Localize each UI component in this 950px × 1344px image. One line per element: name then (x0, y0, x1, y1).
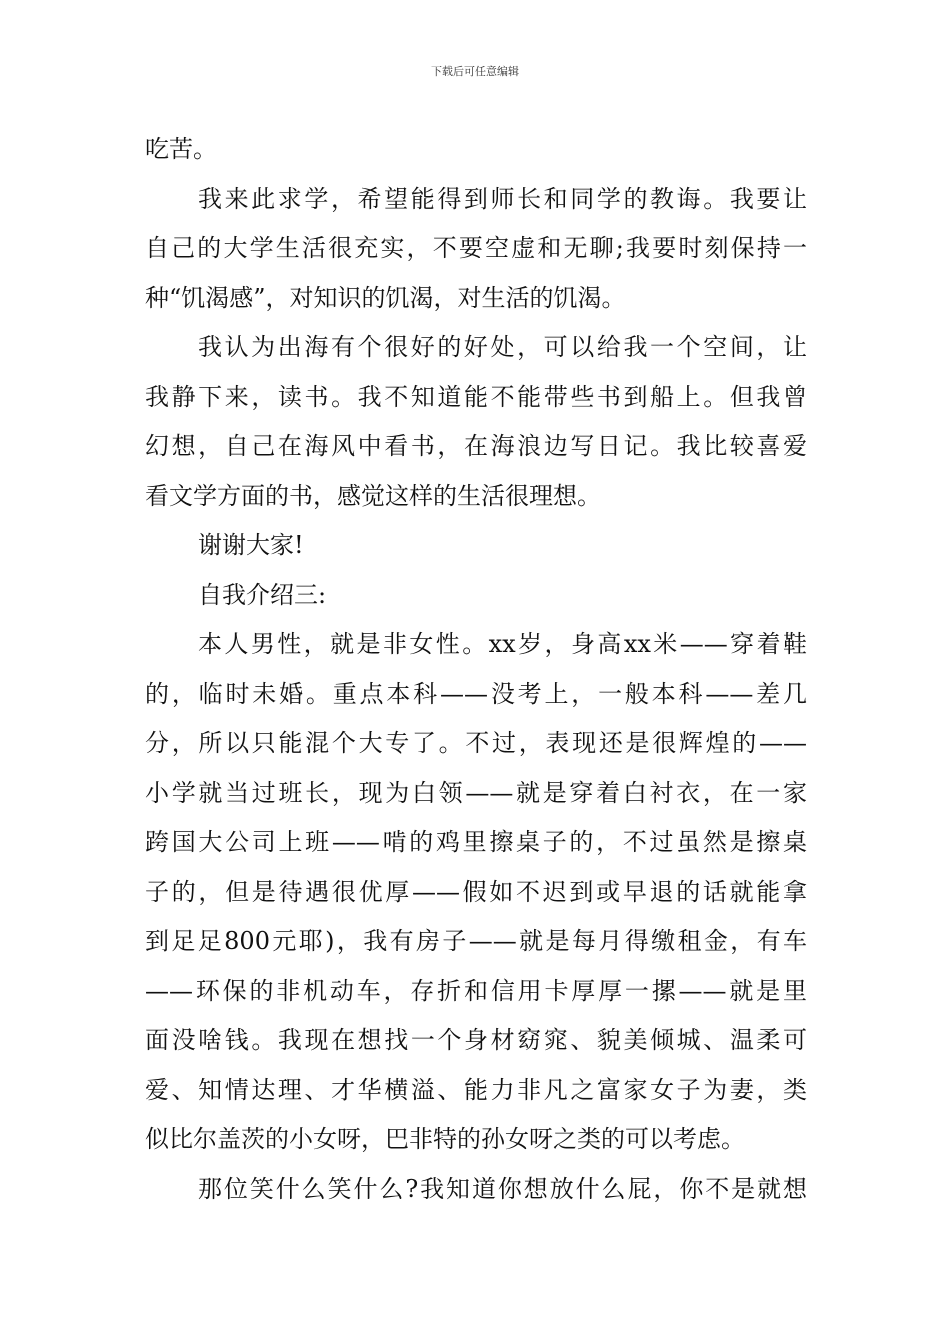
page-header: 下载后可任意编辑 (431, 65, 519, 78)
text-line: 分，所以只能混个大专了。不过，表现还是很辉煌的—— (145, 729, 807, 757)
text-line: ——环保的非机动车，存折和信用卡厚厚一摞——就是里 (145, 976, 807, 1005)
text-line: 爱、知情达理、才华横溢、能力非凡之富家女子为妻，类 (145, 1075, 807, 1104)
text-line: 的，临时未婚。重点本科——没考上，一般本科——差几 (145, 679, 807, 708)
text-line: 我静下来，读书。我不知道能不能带些书到船上。但我曾 (145, 382, 807, 411)
text-line: 谢谢大家! (198, 531, 304, 559)
text-line: 幻想，自己在海风中看书，在海浪边写日记。我比较喜爱 (145, 432, 807, 460)
document-body (145, 125, 807, 1214)
text-line: 面没啥钱。我现在想找一个身材窈窕、貌美倾城、温柔可 (145, 1026, 807, 1054)
text-line: 吃苦。 (145, 135, 217, 163)
text-line: 看文学方面的书，感觉这样的生活很理想。 (145, 481, 601, 510)
text-line: 种“饥渴感”，对知识的饥渴，对生活的饥渴。 (145, 283, 626, 312)
text-line: 那位笑什么笑什么?我知道你想放什么屁，你不是就想 (198, 1174, 807, 1203)
text-line: 小学就当过班长，现为白领——就是穿着白衬衣，在一家 (145, 778, 807, 807)
text-line: 我来此求学，希望能得到师长和同学的教诲。我要让 (198, 184, 807, 213)
text-line: 子的，但是待遇很优厚——假如不迟到或早退的话就能拿 (145, 877, 807, 906)
text-line: 我认为出海有个很好的好处，可以给我一个空间，让 (198, 333, 807, 361)
text-line: 到足足800元耶)，我有房子——就是每月得缴租金，有车 (145, 927, 807, 955)
text-line: 自我介绍三: (198, 580, 327, 609)
text-line: 似比尔盖茨的小女呀，巴非特的孙女呀之类的可以考虑。 (145, 1125, 745, 1153)
text-line: 跨国大公司上班——啃的鸡里擦桌子的，不过虽然是擦桌 (145, 828, 807, 856)
text-line: 本人男性，就是非女性。xx岁，身高xx米——穿着鞋 (198, 630, 807, 658)
text-line: 自己的大学生活很充实，不要空虚和无聊;我要时刻保持一 (145, 234, 807, 262)
